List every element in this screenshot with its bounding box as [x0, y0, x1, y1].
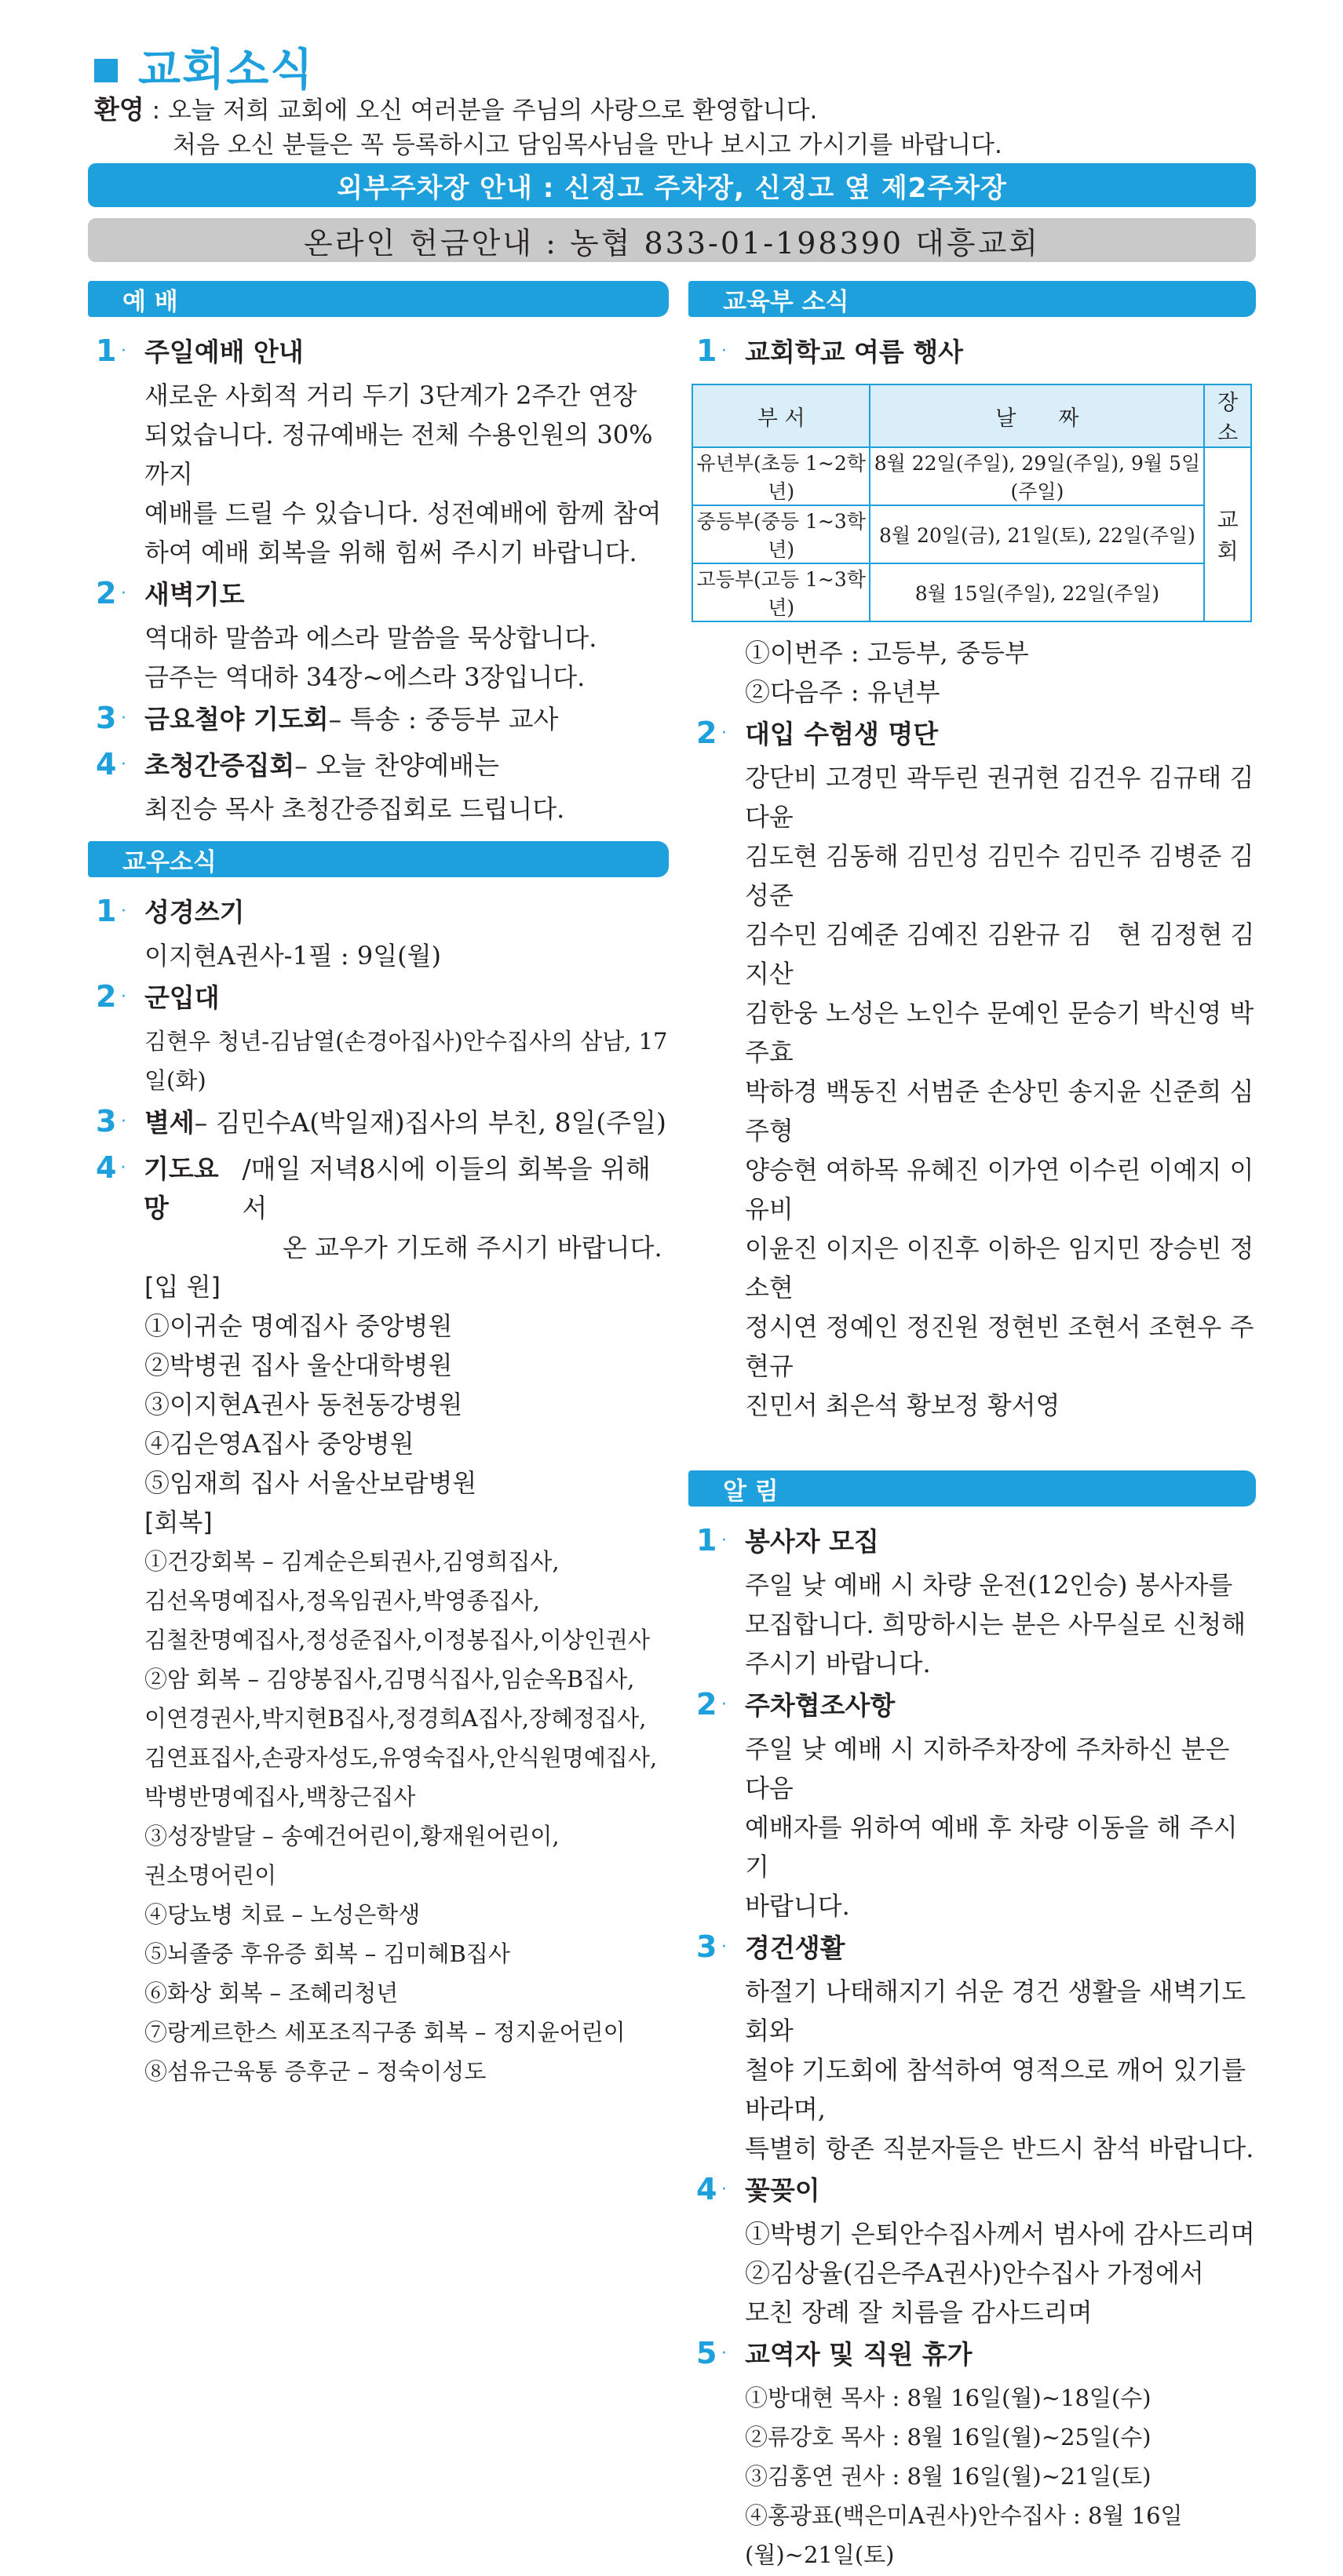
bullet-dot-icon: ·	[121, 755, 126, 774]
bullet-dot-icon: ·	[721, 1937, 727, 1957]
item-title: 금요철야 기도회	[144, 704, 329, 734]
item-body: 이지현A권사-1필 : 9일(월)	[144, 941, 442, 971]
item-number: 3	[696, 1929, 717, 1964]
item-number: 1	[96, 894, 117, 928]
bullet-dot-icon: ·	[121, 1112, 126, 1131]
bullet-dot-icon: ·	[721, 1695, 727, 1714]
left-column	[88, 268, 669, 2093]
page-title	[94, 39, 314, 94]
item-title-rest: – 김민수A(박일재)집사의 부친, 8일(주일)	[194, 1107, 666, 1138]
item-title: 기도요망	[144, 1153, 219, 1223]
offering-banner: 온라인 헌금안내 : 농협 833-01-198390 대흥교회	[88, 218, 1256, 262]
table-header-row	[692, 384, 1251, 447]
item-number: 5	[696, 2336, 717, 2370]
item-title: 별세	[144, 1107, 195, 1138]
item-number: 4	[696, 2172, 717, 2206]
item-title-rest: /매일 저녁8시에 이들의 회복을 위해서	[242, 1153, 651, 1223]
education-heading: 교육부 소식	[688, 281, 1256, 317]
table-cell: 유년부(초등 1~2학년)	[692, 447, 870, 505]
table-header: 날 짜	[870, 384, 1204, 447]
item-body: 최진승 목사 초청간증집회로 드립니다.	[144, 794, 565, 824]
hospital-label: [입 원]	[144, 1272, 221, 1302]
title-square-icon	[94, 59, 118, 82]
item-number: 1	[96, 333, 117, 368]
item-number: 1	[696, 333, 717, 368]
item-title: 성경쓰기	[144, 897, 245, 927]
recovery-label: [회복]	[144, 1507, 213, 1537]
members-item-3	[88, 1102, 669, 1146]
item-number: 4	[96, 1150, 117, 1185]
bullet-dot-icon: ·	[721, 723, 727, 743]
table-cell: 8월 22일(주일), 29일(주일), 9월 5일(주일)	[870, 447, 1204, 505]
item-title: 주일예배 안내	[144, 337, 304, 367]
item-number: 1	[696, 1523, 717, 1558]
school-events-table	[692, 384, 1252, 622]
table-cell: 고등부(고등 1~3학년)	[692, 563, 870, 621]
table-header: 부 서	[692, 384, 870, 447]
item-body: 새로운 사회적 거리 두기 3단계가 2주간 연장 되었습니다. 정규예배는 전체 수용인원의 30%까지 예배를 드릴 수 있습니다. 성전예배에 함께 참여 하여 예배 회복을 위해 힘써 주시기 바랍니다.	[144, 381, 662, 567]
worship-item-4	[88, 745, 669, 829]
item-body: 온 교우가 기도해 주시기 바랍니다.	[283, 1233, 662, 1262]
item-title: 새벽기도	[144, 579, 245, 610]
table-cell: 8월 20일(금), 21일(토), 22일(주일)	[870, 505, 1204, 563]
members-item-4	[88, 1148, 669, 2091]
item-number: 2	[96, 979, 117, 1014]
right-column	[688, 268, 1256, 2576]
item-title-rest: – 특송 : 중등부 교사	[328, 704, 559, 734]
item-body: 주일 낮 예배 시 차량 운전(12인승) 봉사자를 모집합니다. 희망하시는 분은 사무실로 신청해 주시기 바랍니다.	[745, 1570, 1246, 1678]
item-number: 3	[96, 701, 117, 735]
table-row	[692, 505, 1251, 563]
education-item-1	[688, 331, 1256, 712]
education-item-2	[688, 713, 1256, 1425]
notice-item-4	[688, 2170, 1256, 2332]
table-cell-place: 교회	[1204, 447, 1251, 621]
worship-heading: 예 배	[88, 281, 669, 317]
bullet-dot-icon: ·	[121, 902, 126, 921]
item-title-rest: – 오늘 찬양예배는	[294, 750, 499, 781]
members-item-2	[88, 977, 669, 1100]
item-title: 봉사자 모집	[745, 1526, 879, 1557]
notice-heading: 알 림	[688, 1470, 1256, 1507]
recovery-list: ①건강회복 – 김계순은퇴권사,김영희집사, 김선옥명예집사,정옥임권사,박영종집사, 김철찬명예집사,정성준집사,이정봉집사,이상인권사 ②암 회복 – 김양봉집사,김명식집사,임순옥B집사, 이연경권사,박지현B집사,정경희A집사,장혜정집사, 김연표집사,손광자성도,유영숙집사,안식원명예집사, 박병반명예집사,백창근집사 ③성장발달 – 송예건어린이,황재원어린이, 권소명어린이 ④당뇨병 치료 – 노성은학생 ⑤뇌졸중 후유증 회복 – 김미혜B집사 ⑥화상 회복 – 조혜리청년 ⑦랑게르한스 세포조직구종 회복 – 정지윤어린이 ⑧섬유근육통 증후군 – 정숙이성도	[144, 1548, 658, 2085]
title-text: 교회소식	[138, 45, 315, 96]
worship-item-1	[88, 331, 669, 572]
item-title: 군입대	[144, 982, 220, 1013]
table-cell: 8월 15일(주일), 22일(주일)	[870, 563, 1204, 621]
item-body: 하절기 나태해지기 쉬운 경건 생활을 새벽기도회와 철야 기도회에 참석하여 영적으로 깨어 있기를 바라며, 특별히 항존 직분자들은 반드시 참석 바랍니다.	[745, 1977, 1254, 2163]
bullet-dot-icon: ·	[121, 341, 126, 361]
student-list: 강단비 고경민 곽두린 권귀현 김건우 김규태 김다윤 김도현 김동해 김민성 김민수 김민주 김병준 김성준 김수민 김예준 김예진 김완규 김 현 김정현 김지산 김한웅 노성은 노인수 문예인 문승기 박신영 박주효 박하경 백동진 서범준 손상민 송지윤 신준희 심주형 양승현 여하목 유혜진 이가연 이수린 이예지 이유비 이윤진 이지은 이진후 이하은 임지민 장승빈 정소현 정시연 정예인 정진원 정현빈 조현서 조현우 주현규 진민서 최은석 황보정 황서영	[745, 763, 1255, 1420]
bullet-dot-icon: ·	[120, 1158, 126, 1178]
bullet-dot-icon: ·	[721, 2180, 727, 2199]
item-number: 3	[96, 1104, 117, 1139]
notice-item-1	[688, 1521, 1256, 1683]
bullet-dot-icon: ·	[121, 987, 126, 1007]
hospital-list: ①이귀순 명예집사 중앙병원 ②박병권 집사 울산대학병원 ③이지현A권사 동천동강병원 ④김은영A집사 중앙병원 ⑤임재희 집사 서울산보람병원	[144, 1311, 477, 1498]
bullet-dot-icon: ·	[121, 584, 126, 603]
item-title: 초청간증집회	[144, 750, 295, 781]
item-title: 꽃꽂이	[745, 2175, 820, 2206]
worship-item-3	[88, 698, 669, 743]
members-heading: 교우소식	[88, 841, 669, 877]
item-number: 2	[696, 716, 717, 750]
item-title: 대입 수험생 명단	[745, 719, 939, 749]
notice-item-3	[688, 1927, 1256, 2168]
parking-banner: 외부주차장 안내 : 신정고 주차장, 신정고 옆 제2주차장	[88, 163, 1256, 207]
bullet-dot-icon: ·	[121, 709, 126, 728]
table-header: 장소	[1204, 384, 1251, 447]
item-body: 역대하 말씀과 에스라 말씀을 묵상합니다. 금주는 역대하 34장~에스라 3장입니다.	[144, 623, 597, 692]
bullet-dot-icon: ·	[721, 341, 727, 361]
week-note: ①이번주 : 고등부, 중등부 ②다음주 : 유년부	[745, 638, 1029, 707]
item-title: 교회학교 여름 행사	[745, 337, 964, 367]
item-body: ①박병기 은퇴안수집사께서 범사에 감사드리며 ②김상율(김은주A권사)안수집사 가정에서 모친 장례 잘 치름을 감사드리며	[745, 2219, 1255, 2327]
welcome-label: 환영	[94, 94, 144, 125]
item-body: 김현우 청년-김남열(손경아집사)안수집사의 삼남, 17일(화)	[144, 1028, 668, 1094]
item-body: ①방대현 목사 : 8월 16일(월)~18일(수) ②류강호 목사 : 8월 16일(월)~25일(수) ③김홍연 권사 : 8월 16일(월)~21일(토) ④홍광표(백은미A권사)안수집사 : 8월 16일(월)~21일(토)	[745, 2385, 1183, 2568]
worship-item-2	[88, 574, 669, 697]
table-row	[692, 563, 1251, 621]
item-title: 경건생활	[745, 1933, 845, 1963]
welcome-message	[94, 93, 1002, 162]
members-item-1	[88, 891, 669, 975]
welcome-line-1: : 오늘 저희 교회에 오신 여러분을 주님의 사랑으로 환영합니다.	[144, 97, 818, 125]
bullet-dot-icon: ·	[721, 2344, 727, 2363]
welcome-line-2: 처음 오신 분들은 꼭 등록하시고 담임목사님을 만나 보시고 가시기를 바랍니다.	[173, 131, 1002, 159]
item-title: 주차협조사항	[745, 1690, 896, 1721]
item-number: 4	[96, 747, 117, 782]
bullet-dot-icon: ·	[721, 1531, 727, 1550]
notice-item-2	[688, 1685, 1256, 1926]
table-cell: 중등부(중등 1~3학년)	[692, 505, 870, 563]
item-body: 주일 낮 예배 시 지하주차장에 주차하신 분은 다음 예배자를 위하여 예배 후 차량 이동을 해 주시기 바랍니다.	[745, 1734, 1238, 1921]
notice-item-5	[688, 2334, 1256, 2574]
table-row	[692, 447, 1251, 505]
item-number: 2	[96, 576, 117, 610]
item-title: 교역자 및 직원 휴가	[745, 2339, 973, 2370]
item-number: 2	[696, 1687, 717, 1722]
